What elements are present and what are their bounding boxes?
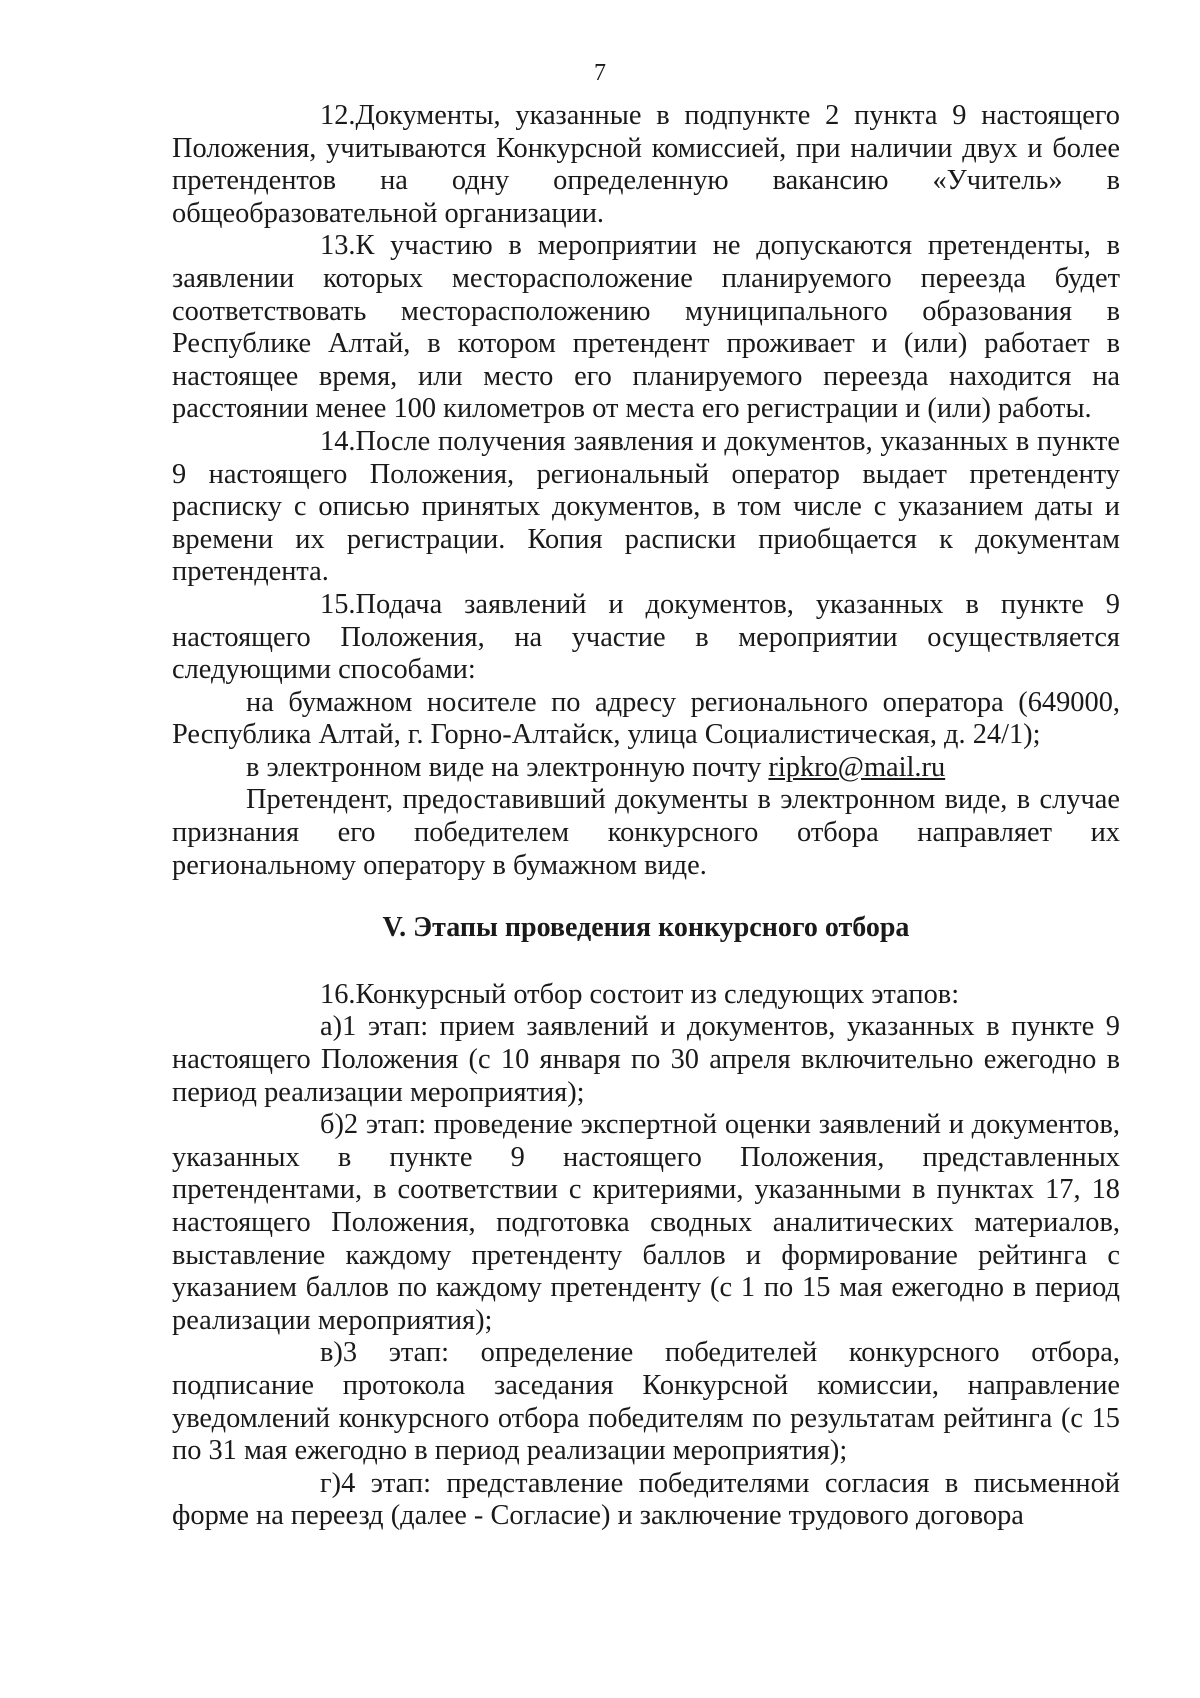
paragraph-13 — [172, 230, 1120, 426]
paragraph-text: 4 этап: представление победителями согласия в письменной форме на переезд (далее - Согласие) и заключение трудового договора — [172, 1467, 1120, 1532]
paragraph-text: Документы, указанные в подпункте 2 пункта 9 настоящего Положения, учитываются Конкурсной комиссией, при наличии двух и более претендентов на одну определенную вакансию «Учитель» в общеобразовательной организации. — [172, 100, 1120, 229]
section-heading: V. Этапы проведения конкурсного отбора — [382, 912, 910, 944]
applicant-note: Претендент, предоставивший документы в электронном виде, в случае признания его победителем конкурсного отбора направляет их региональному оператору в бумажном виде. — [172, 784, 1120, 881]
method-paper: на бумажном носителе по адресу регионального оператора (649000, Республика Алтай, г. Горно-Алтайск, улица Социалистическая, д. 24/1); — [172, 686, 1120, 751]
item-number: 12. — [320, 100, 356, 131]
email-link[interactable]: ripkro@mail.ru — [768, 751, 946, 783]
paragraph-15 — [172, 589, 1120, 687]
paragraph-16 — [172, 979, 1120, 1012]
paragraph-text: Подача заявлений и документов, указанных в пункте 9 настоящего Положения, на участие в мероприятии осуществляется следующими способами: — [172, 588, 1120, 686]
paragraph-text: 2 этап: проведение экспертной оценки заявлений и документов, указанных в пункте 9 настоящего Положения, представленных претендентами, в соответствии с критериями, указанными в пунктах 17, 18 настоящего Положения, подготовка сводных аналитических материалов, выставление каждому претенденту баллов и формирование рейтинга с указанием баллов по каждому претенденту (с 1 по 15 мая ежегодно в период реализации мероприятия); — [172, 1109, 1120, 1336]
stage-v — [172, 1337, 1120, 1467]
page-number: 7 — [594, 60, 606, 86]
item-letter: г) — [320, 1467, 342, 1499]
stage-a — [172, 1011, 1120, 1109]
item-number: 16. — [320, 978, 356, 1010]
item-number: 15. — [320, 588, 356, 620]
method-electronic — [172, 752, 1120, 785]
paragraph-text: Конкурсный отбор состоит из следующих этапов: — [355, 978, 960, 1010]
item-number: 13. — [320, 230, 356, 262]
document-body — [172, 100, 1120, 1533]
paragraph-text: 1 этап: прием заявлений и документов, указанных в пункте 9 настоящего Положения (с 10 января по 30 апреля включительно ежегодно в период реализации мероприятия); — [172, 1011, 1120, 1108]
item-letter: в) — [320, 1337, 343, 1369]
paragraph-text: К участию в мероприятии не допускаются претенденты, в заявлении которых месторасположение планируемого переезда будет соответствовать месторасположению муниципального образования в Республике Алтай, в котором претендент проживает и (или) работает в настоящее время, или место его планируемого переезда находится на расстоянии менее 100 километров от места его регистрации и (или) работы. — [172, 230, 1120, 425]
paragraph-14 — [172, 426, 1120, 589]
paragraph-text: 3 этап: определение победителей конкурсного отбора, подписание протокола заседания Конкурсной комиссии, направление уведомлений конкурсного отбора победителям по результатам рейтинга (с 15 по 31 мая ежегодно в период реализации мероприятия); — [172, 1337, 1120, 1467]
paragraph-text: После получения заявления и документов, указанных в пункте 9 настоящего Положения, региональный оператор выдает претенденту расписку с описью принятых документов, в том числе с указанием даты и времени их регистрации. Копия расписки приобщается к документам претендента. — [172, 425, 1120, 588]
item-letter: б) — [320, 1109, 344, 1141]
item-number: 14. — [320, 425, 356, 457]
stage-b — [172, 1109, 1120, 1337]
stage-g — [172, 1468, 1120, 1533]
paragraph-12 — [172, 100, 1120, 230]
electronic-prefix: в электронном виде на электронную почту — [246, 751, 762, 783]
item-letter: а) — [320, 1011, 343, 1043]
